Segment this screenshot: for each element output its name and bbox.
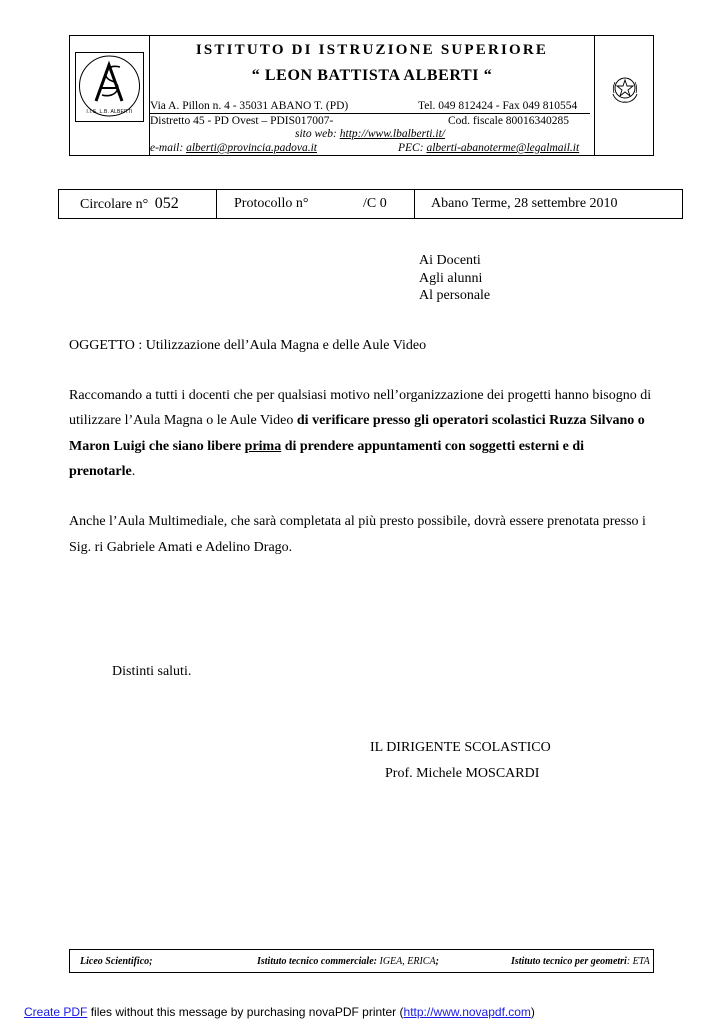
circolare-label: Circolare n° [80,197,149,212]
circolare-number: 052 [154,195,179,212]
circolare-cell [80,195,179,213]
signature-name: Prof. Michele MOSCARDI [385,766,540,781]
paragraph1-line2 [69,413,645,429]
paragraph1-line2-bold: di verificare presso gli operatori scolastici Ruzza Silvano o [296,413,645,428]
footer-liceo: Liceo Scientifico; [80,956,153,967]
recipient-alunni: Agli alunni [419,271,483,286]
website-link[interactable]: http://www.lbalberti.it/ [339,128,445,140]
paragraph1-line4-bold: prenotarle [69,464,132,479]
footer-box [69,949,654,973]
pec-label: PEC: [398,142,427,154]
website-label: sito web: [295,128,340,140]
school-district: Distretto 45 - PD Ovest – PDIS017007- [150,115,334,127]
place-date: Abano Terme, 28 settembre 2010 [431,196,618,211]
paragraph1-line2-plain: utilizzare l’Aula Magna o le Aule Video [69,413,297,428]
pec-row [398,142,579,154]
table-divider [216,190,217,218]
pec-link[interactable]: alberti-abanoterme@legalmail.it [426,142,580,154]
footer-geometri [511,956,650,967]
protocollo-suffix: /C 0 [363,196,387,211]
recipient-personale: Al personale [419,288,491,303]
novapdf-link[interactable]: http://www.novapdf.com [403,1005,531,1019]
pdf-notice-end: ) [530,1005,535,1019]
letterhead [69,35,654,156]
email-label: e-mail: [150,142,187,154]
logo-cell [70,36,150,155]
pdf-notice-text: files without this message by purchasing novaPDF printer ( [87,1005,404,1019]
paragraph1-line1: Raccomando a tutti i docenti che per qualsiasi motivo nell’organizzazione dei progetti hanno bisogno di [69,388,652,403]
school-address: Via A. Pillon n. 4 - 35031 ABANO T. (PD) [150,100,349,112]
recipient-docenti: Ai Docenti [419,253,481,268]
italian-republic-emblem-icon [609,72,641,104]
school-logo [75,52,144,122]
school-name-line1: ISTITUTO DI ISTRUZIONE SUPERIORE [195,42,549,58]
paragraph1-line3 [69,439,584,455]
footer-commerciale [257,956,439,967]
school-name-line2: “ LEON BATTISTA ALBERTI “ [251,67,493,84]
closing-greeting: Distinti saluti. [112,664,192,679]
paragraph1-line4-plain: . [131,464,136,479]
email-link[interactable]: alberti@provincia.padova.it [186,142,317,154]
paragraph1-line3-bold-a: Maron Luigi che siano libere [69,439,245,454]
create-pdf-link[interactable]: Create PDF [24,1005,88,1019]
paragraph1-emphasis-prima: prima [244,439,282,454]
address-underline [150,113,590,114]
signature-role: IL DIRIGENTE SCOLASTICO [370,740,551,755]
table-divider [414,190,415,218]
paragraph1-line3-bold-b: di prendere appuntamenti con soggetti esterni e di [281,439,585,454]
paragraph2-line1: Anche l’Aula Multimediale, che sarà completata al più presto possibile, dovrà essere prenotata presso i [69,514,646,529]
subject-line: OGGETTO : Utilizzazione dell’Aula Magna e delle Aule Video [69,338,427,353]
school-phone-fax: Tel. 049 812424 - Fax 049 810554 [418,100,578,112]
footer-commerciale-label: Istituto tecnico commerciale: [257,956,380,967]
protocollo-label: Protocollo n° [234,196,309,211]
footer-commerciale-value: IGEA, ERICA [379,956,436,967]
footer-commerciale-end: ; [435,956,439,967]
footer-geometri-value: : ETA [626,956,650,967]
paragraph2-line2: Sig. ri Gabriele Amati e Adelino Drago. [69,540,293,555]
website-row [150,128,590,140]
pdf-notice [24,1005,535,1019]
logo-caption: I.I.S. L.B. ALBERTI [86,109,133,115]
email-row [150,142,317,154]
fiscal-code: Cod. fiscale 80016340285 [448,115,570,127]
footer-geometri-label: Istituto tecnico per geometri [511,956,627,967]
paragraph1-line4 [69,464,135,480]
emblem-cell [594,36,654,155]
reference-table [58,189,683,219]
